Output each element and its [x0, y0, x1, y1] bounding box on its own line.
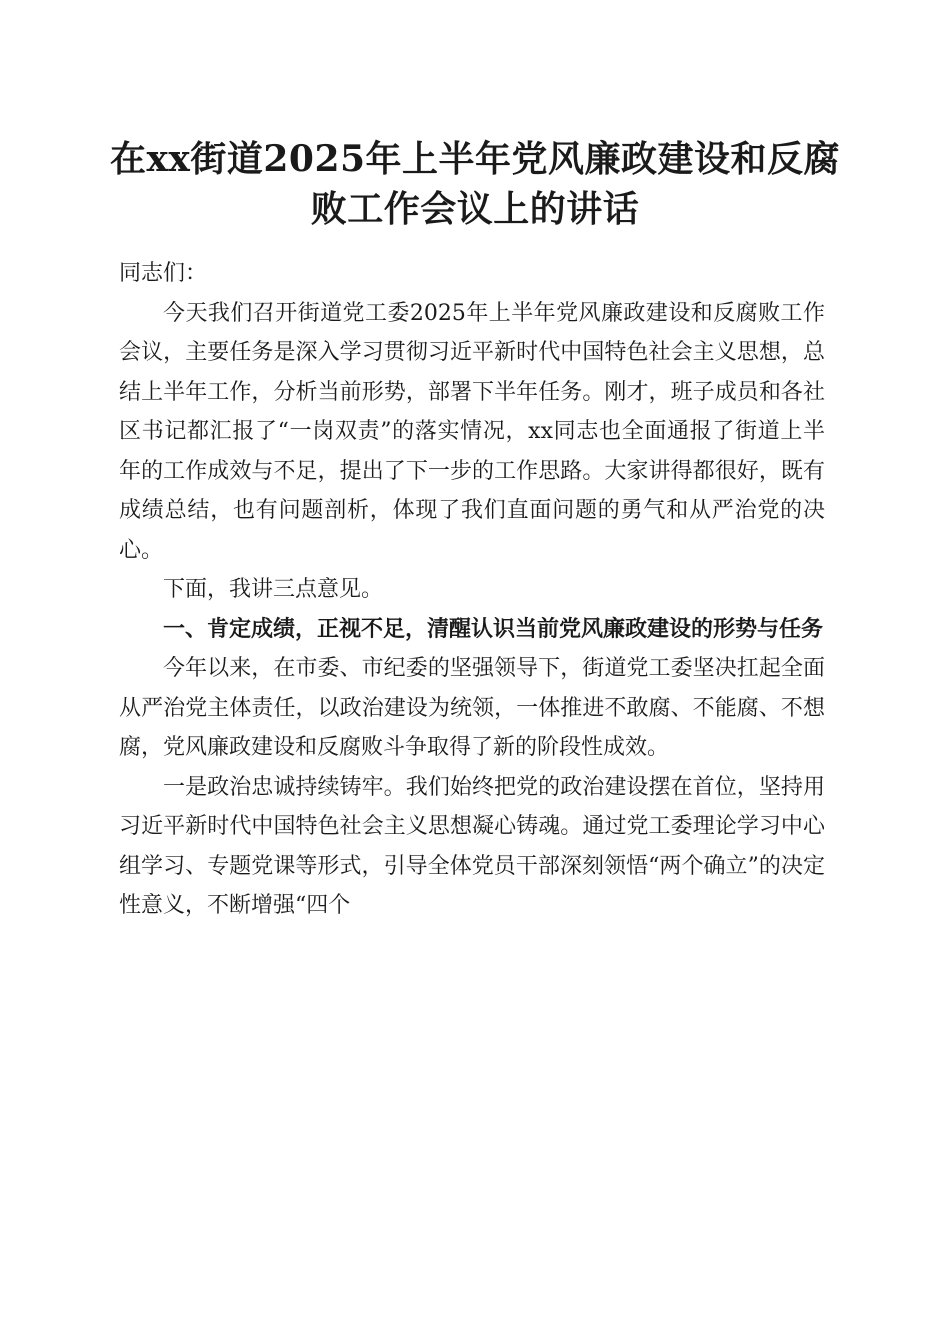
document-body [119, 254, 825, 926]
salutation: 同志们： [119, 261, 208, 286]
intro-paragraph: 今天我们召开街道党工委2025年上半年党风廉政建设和反腐败工作会议，主要任务是深入学习贯彻习近平新时代中国特色社会主义思想，总结上半年工作，分析当前形势，部署下半年任务。刚才，班子成员和各社区书记都汇报了“一岗双责”的落实情况，xx同志也全面通报了街道上半年的工作成效与不足，提出了下一步的工作思路。大家讲得都很好，既有成绩总结，也有问题剖析，体现了我们直面问题的勇气和从严治党的决心。 [119, 300, 825, 563]
section-heading-1: 一、肯定成绩，正视不足，清醒认识当前党风廉政建设的形势与任务 [163, 616, 824, 642]
section1-paragraph: 今年以来，在市委、市纪委的坚强领导下，街道党工委坚决扛起全面从严治党主体责任，以政治建设为统领，一体推进不敢腐、不能腐、不想腐，党风廉政建设和反腐败斗争取得了新的阶段性成效。 [119, 656, 825, 760]
point1-text: 我们始终把党的政治建设摆在首位，坚持用习近平新时代中国特色社会主义思想凝心铸魂。通过党工委理论学习中心组学习、专题党课等形式，引导全体党员干部深刻领悟“两个确立”的决定性意义，不断增强“四个 [119, 774, 825, 918]
document-title: 在xx街道2025年上半年党风廉政建设和反腐败工作会议上的讲话 [109, 138, 841, 230]
point1-lead: 一是政治忠诚持续铸牢。 [163, 774, 406, 800]
point1-paragraph [119, 768, 825, 926]
transition-paragraph: 下面，我讲三点意见。 [163, 577, 384, 602]
